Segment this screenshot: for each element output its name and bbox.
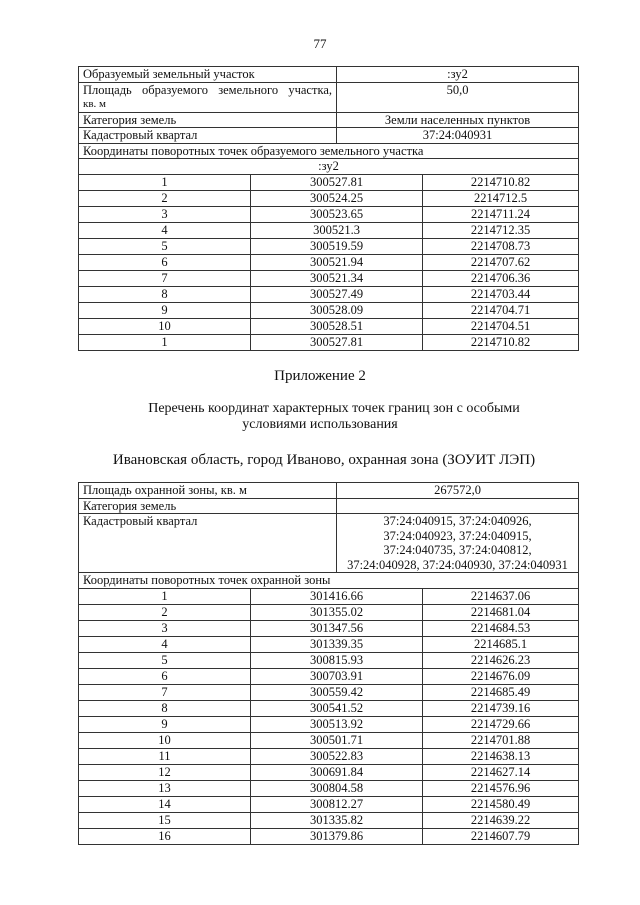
plot-label-cell: Образуемый земельный участок	[79, 67, 337, 83]
coord-row	[79, 636, 579, 652]
point-number-cell: 5	[79, 652, 251, 668]
point-number-cell: 16	[79, 828, 251, 844]
x-coord-cell: 300527.49	[251, 286, 423, 302]
coord-row	[79, 620, 579, 636]
x-coord-cell: 300522.83	[251, 748, 423, 764]
coords-header-cell: Координаты поворотных точек образуемого земельного участка	[79, 143, 579, 159]
point-number-cell: 5	[79, 238, 251, 254]
coord-row	[79, 174, 579, 190]
plot-value-cell: :зу2	[337, 67, 579, 83]
point-number-cell: 1	[79, 334, 251, 350]
x-coord-cell: 300804.58	[251, 780, 423, 796]
y-coord-cell: 2214681.04	[423, 604, 579, 620]
x-coord-cell: 300559.42	[251, 684, 423, 700]
category-label-cell: Категория земель	[79, 112, 337, 128]
coord-row	[79, 270, 579, 286]
point-number-cell: 7	[79, 684, 251, 700]
x-coord-cell: 300521.94	[251, 254, 423, 270]
y-coord-cell: 2214708.73	[423, 238, 579, 254]
x-coord-cell: 300812.27	[251, 796, 423, 812]
x-coord-cell: 300524.25	[251, 190, 423, 206]
y-coord-cell: 2214576.96	[423, 780, 579, 796]
zone-area-value-cell: 267572,0	[337, 483, 579, 499]
point-number-cell: 10	[79, 732, 251, 748]
x-coord-cell: 300519.59	[251, 238, 423, 254]
point-number-cell: 2	[79, 604, 251, 620]
cadastral-label-cell: Кадастровый квартал	[79, 128, 337, 144]
point-number-cell: 1	[79, 174, 251, 190]
point-number-cell: 8	[79, 286, 251, 302]
area-value-cell: 50,0	[337, 82, 579, 112]
point-number-cell: 12	[79, 764, 251, 780]
x-coord-cell: 300527.81	[251, 334, 423, 350]
coord-row	[79, 796, 579, 812]
point-number-cell: 9	[79, 302, 251, 318]
point-number-cell: 10	[79, 318, 251, 334]
zone-coords-header-cell: Координаты поворотных точек охранной зоны	[79, 573, 579, 589]
point-number-cell: 13	[79, 780, 251, 796]
y-coord-cell: 2214712.5	[423, 190, 579, 206]
y-coord-cell: 2214637.06	[423, 588, 579, 604]
table-row	[79, 67, 579, 83]
x-coord-cell: 301379.86	[251, 828, 423, 844]
zone-category-value-cell	[337, 498, 579, 514]
point-number-cell: 3	[79, 620, 251, 636]
table-row	[79, 483, 579, 499]
x-coord-cell: 300527.81	[251, 174, 423, 190]
x-coord-cell: 301355.02	[251, 604, 423, 620]
appendix-label: Приложение 2	[274, 368, 366, 384]
y-coord-cell: 2214710.82	[423, 334, 579, 350]
y-coord-cell: 2214639.22	[423, 812, 579, 828]
coords-body	[79, 174, 579, 350]
cadastral-value-cell: 37:24:040931	[337, 128, 579, 144]
protection-zone-table	[78, 482, 579, 845]
x-coord-cell: 301339.35	[251, 636, 423, 652]
y-coord-cell: 2214676.09	[423, 668, 579, 684]
coord-row	[79, 652, 579, 668]
table-row	[79, 143, 579, 159]
y-coord-cell: 2214701.88	[423, 732, 579, 748]
area-label-line1: Площадь образуемого земельного участка,	[83, 82, 332, 97]
y-coord-cell: 2214626.23	[423, 652, 579, 668]
coord-row	[79, 732, 579, 748]
coord-row	[79, 700, 579, 716]
zone-area-label-cell: Площадь охранной зоны, кв. м	[79, 483, 337, 499]
appendix-title-line1: Перечень координат характерных точек границ зон с особыми	[148, 401, 520, 416]
land-plot-table	[78, 66, 579, 351]
y-coord-cell: 2214684.53	[423, 620, 579, 636]
point-number-cell: 14	[79, 796, 251, 812]
coord-row	[79, 604, 579, 620]
point-number-cell: 6	[79, 668, 251, 684]
zone-cadastral-label-cell: Кадастровый квартал	[79, 514, 337, 573]
plot-subheader-cell: :зу2	[79, 159, 579, 175]
point-number-cell: 11	[79, 748, 251, 764]
coord-row	[79, 780, 579, 796]
x-coord-cell: 300521.34	[251, 270, 423, 286]
x-coord-cell: 300815.93	[251, 652, 423, 668]
table-row	[79, 514, 579, 573]
coord-row	[79, 222, 579, 238]
point-number-cell: 7	[79, 270, 251, 286]
table-row	[79, 573, 579, 589]
area-label-line2: кв. м	[83, 98, 106, 110]
x-coord-cell: 300501.71	[251, 732, 423, 748]
appendix-title-line2: условиями использования	[242, 417, 398, 432]
point-number-cell: 4	[79, 636, 251, 652]
area-label-cell	[79, 82, 337, 112]
point-number-cell: 8	[79, 700, 251, 716]
coord-row	[79, 668, 579, 684]
table-row	[79, 128, 579, 144]
point-number-cell: 9	[79, 716, 251, 732]
table-row	[79, 159, 579, 175]
y-coord-cell: 2214704.51	[423, 318, 579, 334]
zone-cadastral-value-cell	[337, 514, 579, 573]
x-coord-cell: 301335.82	[251, 812, 423, 828]
x-coord-cell: 301416.66	[251, 588, 423, 604]
point-number-cell: 6	[79, 254, 251, 270]
table-row	[79, 112, 579, 128]
x-coord-cell: 301347.56	[251, 620, 423, 636]
y-coord-cell: 2214739.16	[423, 700, 579, 716]
point-number-cell: 15	[79, 812, 251, 828]
coord-row	[79, 286, 579, 302]
coord-row	[79, 190, 579, 206]
coord-row	[79, 238, 579, 254]
x-coord-cell: 300703.91	[251, 668, 423, 684]
category-value-cell: Земли населенных пунктов	[337, 112, 579, 128]
y-coord-cell: 2214607.79	[423, 828, 579, 844]
coord-row	[79, 334, 579, 350]
y-coord-cell: 2214685.49	[423, 684, 579, 700]
y-coord-cell: 2214638.13	[423, 748, 579, 764]
y-coord-cell: 2214707.62	[423, 254, 579, 270]
coord-row	[79, 684, 579, 700]
coord-row	[79, 318, 579, 334]
y-coord-cell: 2214729.66	[423, 716, 579, 732]
coord-row	[79, 748, 579, 764]
coord-row	[79, 588, 579, 604]
x-coord-cell: 300523.65	[251, 206, 423, 222]
y-coord-cell: 2214706.36	[423, 270, 579, 286]
coord-row	[79, 254, 579, 270]
y-coord-cell: 2214685.1	[423, 636, 579, 652]
zone-coords-body	[79, 588, 579, 844]
coord-row	[79, 828, 579, 844]
point-number-cell: 3	[79, 206, 251, 222]
x-coord-cell: 300528.51	[251, 318, 423, 334]
y-coord-cell: 2214627.14	[423, 764, 579, 780]
page-number: 77	[313, 36, 327, 51]
zone-category-label-cell: Категория земель	[79, 498, 337, 514]
table-row	[79, 498, 579, 514]
y-coord-cell: 2214712.35	[423, 222, 579, 238]
region-heading: Ивановская область, город Иваново, охранная зона (ЗОУИТ ЛЭП)	[112, 452, 536, 468]
coord-row	[79, 812, 579, 828]
cadastral-line: 37:24:040928, 37:24:040930, 37:24:040931	[347, 557, 568, 572]
x-coord-cell: 300513.92	[251, 716, 423, 732]
y-coord-cell: 2214711.24	[423, 206, 579, 222]
cadastral-line: 37:24:040735, 37:24:040812,	[383, 543, 532, 557]
y-coord-cell: 2214704.71	[423, 302, 579, 318]
y-coord-cell: 2214710.82	[423, 174, 579, 190]
coord-row	[79, 764, 579, 780]
cadastral-line: 37:24:040915, 37:24:040926,	[383, 514, 532, 528]
cadastral-line: 37:24:040923, 37:24:040915,	[383, 528, 532, 543]
coord-row	[79, 302, 579, 318]
table-row	[79, 82, 579, 112]
x-coord-cell: 300521.3	[251, 222, 423, 238]
y-coord-cell: 2214580.49	[423, 796, 579, 812]
point-number-cell: 1	[79, 588, 251, 604]
point-number-cell: 2	[79, 190, 251, 206]
coord-row	[79, 206, 579, 222]
x-coord-cell: 300528.09	[251, 302, 423, 318]
point-number-cell: 4	[79, 222, 251, 238]
y-coord-cell: 2214703.44	[423, 286, 579, 302]
x-coord-cell: 300541.52	[251, 700, 423, 716]
coord-row	[79, 716, 579, 732]
x-coord-cell: 300691.84	[251, 764, 423, 780]
